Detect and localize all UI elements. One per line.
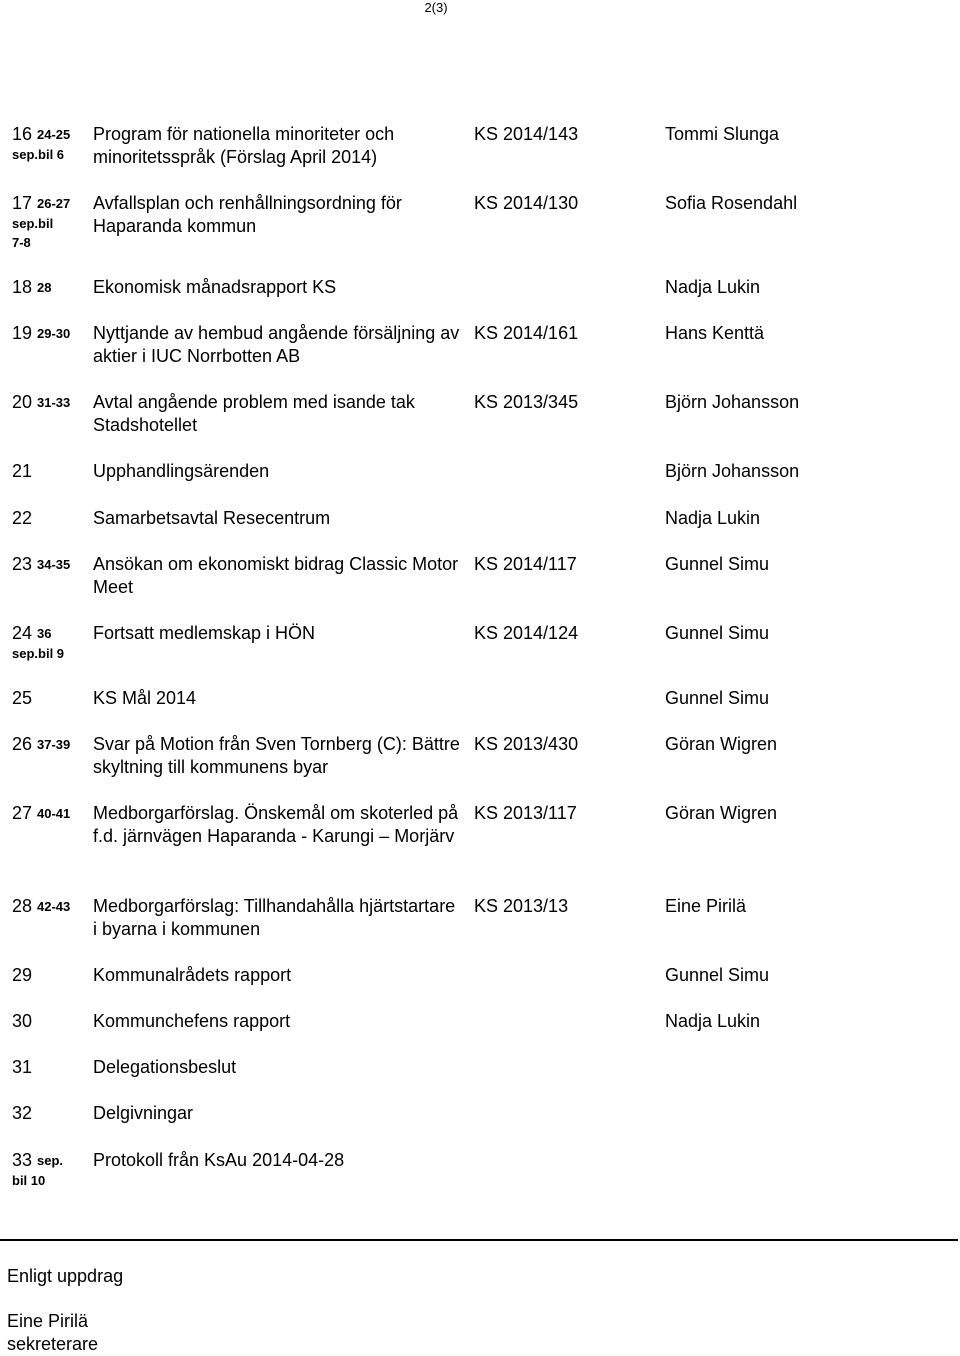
page-number: 2(3) — [424, 0, 448, 15]
item-page-ref: sep. — [37, 1153, 64, 1168]
item-title: Protokoll från KsAu 2014-04-28 — [93, 1150, 345, 1170]
item-title: Samarbetsavtal Resecentrum — [93, 508, 331, 528]
item-title: KS Mål 2014 — [93, 688, 197, 708]
item-title: Delegationsbeslut — [93, 1057, 237, 1077]
item-number: 18 — [12, 277, 33, 297]
item-number: 31 — [12, 1057, 33, 1077]
item-title: Medborgarförslag: Tillhandahålla hjärtstartare i byarna i kommunen — [93, 896, 456, 939]
item-page-ref: 29-30 — [37, 326, 71, 341]
footer-signer-role: sekreterare — [7, 1334, 99, 1354]
item-title: Delgivningar — [93, 1103, 194, 1123]
item-presenter: Nadja Lukin — [665, 277, 761, 297]
item-case-number: KS 2014/161 — [474, 323, 579, 343]
item-presenter: Tommi Slunga — [665, 124, 780, 144]
item-presenter: Sofia Rosendahl — [665, 193, 798, 213]
item-attachment-ref: bil 10 — [12, 1173, 46, 1188]
item-presenter: Eine Pirilä — [665, 896, 747, 916]
item-number: 20 — [12, 392, 33, 412]
item-number: 22 — [12, 508, 33, 528]
item-page-ref: 34-35 — [37, 557, 71, 572]
item-page-ref: 40-41 — [37, 806, 71, 821]
item-page-ref: 36 — [37, 626, 52, 641]
item-case-number: KS 2013/13 — [474, 896, 569, 916]
item-page-ref: 28 — [37, 280, 52, 295]
item-number: 16 — [12, 124, 33, 144]
item-number: 19 — [12, 323, 33, 343]
item-presenter: Gunnel Simu — [665, 688, 770, 708]
item-presenter: Björn Johansson — [665, 392, 800, 412]
item-page-ref: 37-39 — [37, 737, 71, 752]
divider-line — [0, 1239, 958, 1241]
item-page-ref: 26-27 — [37, 196, 71, 211]
item-number: 24 — [12, 623, 33, 643]
item-case-number: KS 2014/117 — [474, 554, 577, 574]
item-attachment-ref: sep.bil 9 — [12, 646, 65, 661]
item-title: Ansökan om ekonomiskt bidrag Classic Motor Meet — [93, 554, 459, 597]
item-page-ref: 42-43 — [37, 899, 71, 914]
item-title: Avtal angående problem med isande tak Stadshotellet — [93, 392, 415, 435]
item-presenter: Nadja Lukin — [665, 1011, 761, 1031]
item-title: Avfallsplan och renhållningsordning för Haparanda kommun — [93, 193, 402, 236]
item-number: 17 — [12, 193, 33, 213]
item-presenter: Björn Johansson — [665, 461, 800, 481]
item-presenter: Göran Wigren — [665, 734, 778, 754]
item-title: Medborgarförslag. Önskemål om skoterled på f.d. järnvägen Haparanda - Karungi – Morjärv — [93, 803, 459, 846]
item-number: 29 — [12, 965, 33, 985]
item-title: Upphandlingsärenden — [93, 461, 270, 481]
item-number: 26 — [12, 734, 33, 754]
item-presenter: Nadja Lukin — [665, 508, 761, 528]
item-number: 25 — [12, 688, 33, 708]
item-presenter: Gunnel Simu — [665, 554, 770, 574]
item-attachment-ref: sep.bil — [12, 216, 54, 231]
item-case-number: KS 2013/345 — [474, 392, 579, 412]
item-number: 21 — [12, 461, 33, 481]
item-page-ref: 24-25 — [37, 127, 71, 142]
item-number: 32 — [12, 1103, 33, 1123]
item-title: Svar på Motion från Sven Tornberg (C): Bättre skyltning till kommunens byar — [93, 734, 460, 777]
item-presenter: Gunnel Simu — [665, 965, 770, 985]
item-number: 30 — [12, 1011, 33, 1031]
item-title: Nyttjande av hembud angående försäljning av aktier i IUC Norrbotten AB — [93, 323, 460, 366]
item-attachment-ref: sep.bil 6 — [12, 147, 65, 162]
item-title: Program för nationella minoriteter och minoritetsspråk (Förslag April 2014) — [93, 124, 395, 167]
item-title: Fortsatt medlemskap i HÖN — [93, 623, 316, 643]
item-presenter: Hans Kenttä — [665, 323, 765, 343]
item-page-ref: 31-33 — [37, 395, 71, 410]
footer-signer-name: Eine Pirilä — [7, 1311, 89, 1331]
item-number: 23 — [12, 554, 33, 574]
item-case-number: KS 2013/430 — [474, 734, 579, 754]
item-title: Kommunchefens rapport — [93, 1011, 291, 1031]
item-number: 28 — [12, 896, 33, 916]
item-case-number: KS 2013/117 — [474, 803, 577, 823]
item-presenter: Gunnel Simu — [665, 623, 770, 643]
item-case-number: KS 2014/124 — [474, 623, 579, 643]
item-title: Kommunalrådets rapport — [93, 965, 292, 985]
item-case-number: KS 2014/130 — [474, 193, 579, 213]
footer-enligt-uppdrag: Enligt uppdrag — [7, 1266, 124, 1286]
item-number: 33 — [12, 1150, 33, 1170]
item-case-number: KS 2014/143 — [474, 124, 579, 144]
item-attachment-ref-cont: 7-8 — [12, 235, 31, 250]
item-title: Ekonomisk månadsrapport KS — [93, 277, 337, 297]
item-number: 27 — [12, 803, 33, 823]
item-presenter: Göran Wigren — [665, 803, 778, 823]
